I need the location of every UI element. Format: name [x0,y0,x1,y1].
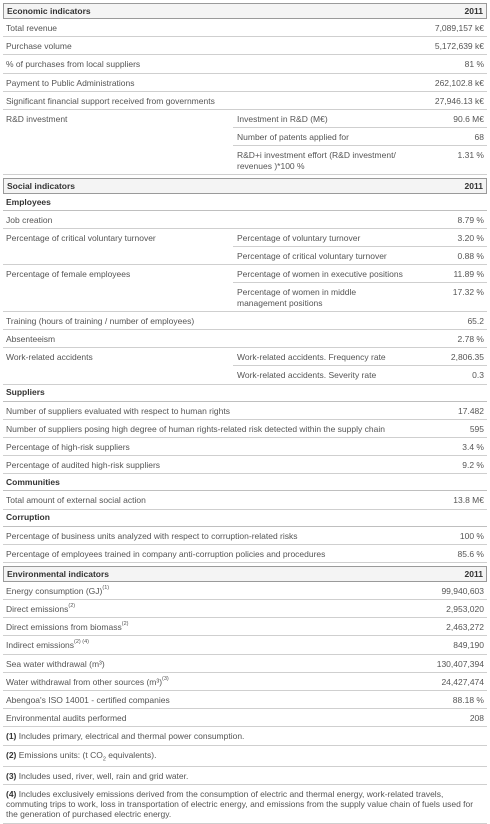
row-label-text: Water withdrawal from other sources (m³) [6,676,163,687]
table-row [3,709,487,727]
row-label [3,677,397,687]
row-value: 27,946.13 k€ [434,95,484,106]
row-label-text: Direct emissions from biomass [6,622,122,633]
environmental-year: 2011 [464,568,483,579]
economic-title: Economic indicators [7,5,91,16]
table-subrow [233,110,487,128]
footnote [3,785,487,824]
communities-heading: Communities [3,474,487,491]
footnote-number: (4) [6,789,17,800]
row-value: 85.6 % [457,548,484,559]
subrow-value: 1.31 % [457,150,484,161]
table-row [3,420,487,438]
footnote-ref: (2) [68,603,76,610]
footnote-number: (3) [6,770,17,781]
table-row [3,673,487,691]
row-value: 13.8 M€ [453,495,484,506]
row-label: Total amount of external social action [6,495,146,506]
subrow-label: Percentage of women in middle management positions [237,287,357,308]
suppliers-heading: Suppliers [3,385,487,402]
table-row [3,527,487,545]
table-subrow [233,247,487,264]
economic-year: 2011 [464,5,483,16]
row-label: Total revenue [6,23,58,33]
footnote [3,767,487,785]
row-value: 9.2 % [462,460,484,471]
row-value: 262,102.8 k€ [434,77,484,88]
footnote-tail: equivalents). [105,749,157,760]
turnover-label: Percentage of critical voluntary turnover [6,232,156,243]
table-row [3,491,487,509]
table-subrow [233,283,487,310]
row-value: 99,940,603 [441,585,484,596]
row-label: Percentage of high-risk suppliers [6,441,130,452]
row-value: 100 % [459,530,484,541]
female-employees-group [3,265,487,312]
row-label: Percentage of audited high-risk suppliers [6,460,161,471]
accidents-group [3,348,487,384]
footnote-subscript: 2 [102,756,106,763]
employees-heading: Employees [3,194,487,211]
table-row [3,691,487,709]
row-label-text: Sea water withdrawal (m³) [6,658,105,669]
row-value: 88.18 % [452,695,484,705]
row-value: 2,953,020 [446,604,484,615]
subrow-value: 3.20 % [457,232,484,243]
row-label [3,604,397,614]
row-value: 65.2 [467,315,484,326]
table-row [3,312,487,330]
row-label: Payment to Public Administrations [6,77,135,88]
footnote-text: Emissions units: (t CO [16,749,103,760]
table-subrow [233,128,487,146]
subrow-label: Investment in R&D (M€) [237,113,328,124]
table-row [3,37,487,55]
subrow-label: Number of patents applied for [237,132,349,143]
row-label-text: Abengoa's ISO 14001 - certified companies [6,695,170,705]
subrow-value: 0.88 % [457,251,484,262]
row-value: 3.4 % [462,441,484,452]
table-row [3,92,487,110]
subrow-value: 17.32 % [452,287,484,298]
table-row [3,438,487,456]
subrow-label: Percentage of women in executive positions [237,269,403,280]
table-row [3,655,487,673]
footnote-ref: (2) (4) [74,639,90,646]
row-label: Absenteeism [6,334,56,344]
row-label: Number of suppliers posing high degree of human rights-related risk detected within the supply chain [6,423,385,434]
row-value: 17.482 [458,405,484,416]
table-row [3,545,487,563]
footnote-text: Includes primary, electrical and thermal power consumption. [16,731,245,742]
row-label-text: Direct emissions [6,604,69,615]
row-label-text: Energy consumption (GJ) [6,585,103,596]
social-year: 2011 [464,180,483,191]
table-row [3,211,487,229]
turnover-group [3,229,487,265]
rd-investment-label: R&D investment [6,113,68,124]
table-subrow [233,366,487,383]
subrow-value: 2,806.35 [450,352,484,363]
table-row [3,636,487,654]
row-label-text: Environmental audits performed [6,713,127,724]
subrow-label: Percentage of critical voluntary turnover [237,251,387,262]
subrow-label: R&D+i investment effort (R&D investment/ revenues )*100 % [237,150,396,171]
row-label-text: Indirect emissions [6,640,75,651]
table-row [3,600,487,618]
row-value: 2,463,272 [446,622,484,633]
economic-header [3,3,487,19]
row-value: 5,172,639 k€ [434,41,484,52]
footnote-ref: (2) [121,621,129,628]
row-value: 81 % [464,59,484,70]
footnote [3,746,487,767]
row-value: 849,190 [453,640,484,651]
row-value: 130,407,394 [436,658,484,669]
table-subrow [233,348,487,366]
footnote-number: (1) [6,731,17,742]
subrow-value: 68 [474,132,484,143]
female-employees-label: Percentage of female employees [6,269,131,280]
subrow-value: 11.89 % [453,269,484,280]
row-label [3,695,397,705]
row-label: Significant financial support received from governments [6,95,215,106]
table-subrow [233,146,487,173]
table-row [3,55,487,73]
row-label [3,622,397,632]
table-subrow [233,229,487,247]
footnote-ref: (1) [102,584,110,591]
footnote-text: Includes used, river, well, rain and grid water. [16,770,189,781]
table-subrow [233,265,487,283]
table-row [3,402,487,420]
row-label: Percentage of business units analyzed with respect to corruption-related risks [6,530,298,541]
subrow-value: 0.3 [472,370,484,381]
corruption-heading: Corruption [3,510,487,527]
subrow-label: Percentage of voluntary turnover [237,232,361,243]
row-label [3,659,397,669]
row-label [3,586,397,596]
row-value: 208 [469,713,484,724]
table-row [3,74,487,92]
footnote-text: Includes exclusively emissions derived from the consumption of electric and thermal energy, work-related travels, commuting trips to work, loss in transportation of electric energy, and emissions from the supply value chain of fuels used for the generation of purchased electric energy. [6,789,474,820]
social-header [3,178,487,194]
accidents-label: Work-related accidents [6,352,93,363]
row-value: 7,089,157 k€ [434,23,484,33]
environmental-title: Environmental indicators [7,568,110,579]
row-label: Training (hours of training / number of employees) [6,315,195,326]
row-label: Percentage of employees trained in company anti-corruption policies and procedures [6,548,326,559]
row-value: 8.79 % [457,214,484,225]
indicators-table [3,3,487,824]
subrow-value: 90.6 M€ [453,113,484,124]
row-label: Job creation [6,214,53,225]
footnote-ref: (3) [162,675,169,682]
table-row [3,618,487,636]
subrow-label: Work-related accidents. Frequency rate [237,352,386,363]
table-row [3,456,487,474]
row-label: % of purchases from local suppliers [6,59,141,70]
row-value: 24,427,474 [441,676,484,687]
table-row [3,19,487,37]
table-row [3,582,487,600]
footnote-number: (2) [6,749,17,760]
row-value: 2.78 % [457,334,484,344]
row-label: Number of suppliers evaluated with respect to human rights [6,405,230,416]
subrow-label: Work-related accidents. Severity rate [237,370,377,381]
environmental-header [3,566,487,582]
table-row [3,330,487,348]
social-title: Social indicators [7,180,76,191]
row-value: 595 [469,423,484,434]
row-label [3,713,397,723]
row-label: Purchase volume [6,41,72,52]
rd-investment-group [3,110,487,175]
footnote [3,727,487,745]
row-label [3,640,397,650]
